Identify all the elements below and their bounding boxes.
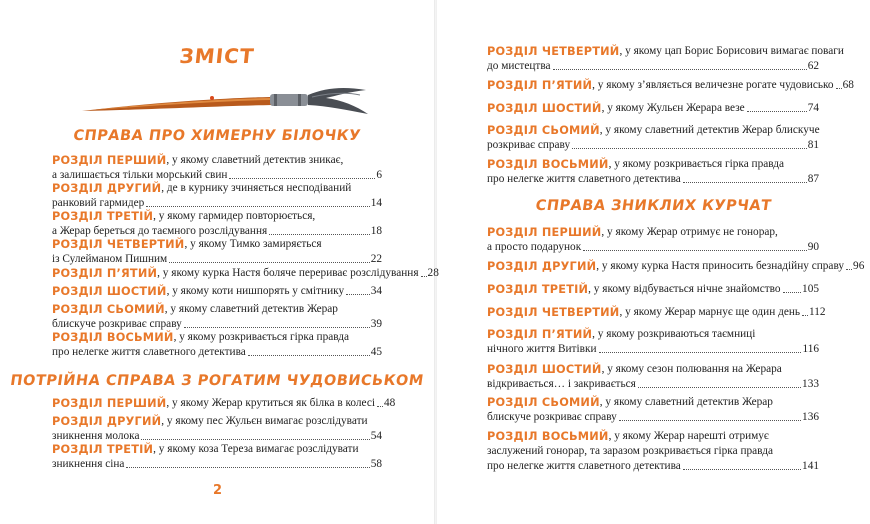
page-number-footer: 2 [213,483,223,498]
chapter-desc: , у якому гармидер повторюється, [153,210,316,222]
chapter-label: РОЗДІЛ ДРУГИЙ [52,182,162,195]
chapter-desc: , у якому сезон полювання на Жерара [601,363,782,375]
page-number: 62 [807,60,819,72]
chapter-desc: , у якому цап Борис Борисович вимагає поваги [619,45,844,57]
chapter-desc-cont: відкривається… і закривається [487,378,636,390]
chapter-label: РОЗДІЛ П’ЯТИЙ [487,328,593,341]
chapter-desc: , у якому Жерар нарешті отримує [608,430,769,442]
page-number: 22 [370,253,382,265]
toc-entry[interactable] [487,225,819,255]
chapter-desc-cont: а залишається тільки морський свин [52,169,228,181]
chapter-desc: , у якому Жульєн Жерара везе [601,102,745,114]
toc-entry[interactable] [487,101,819,116]
page-number: 90 [807,241,819,253]
chapter-label: РОЗДІЛ ДРУГИЙ [52,415,162,428]
chapter-label: РОЗДІЛ ТРЕТІЙ [52,210,154,223]
page-number: 112 [809,306,826,318]
chapter-desc-cont: ранковий гармидер [52,197,145,209]
chapter-desc-cont: про нелегке життя славетного детектива [487,460,681,472]
page-number: 96 [853,260,865,272]
toc-entry[interactable] [52,181,382,211]
toc-entry[interactable] [487,44,844,74]
chapter-desc: , у якому розкривається гірка правда [608,158,785,170]
chapter-desc: , у якому Жерар отримує не гонорар, [601,226,778,238]
page-number: 68 [842,79,854,91]
toc-entry[interactable] [487,157,819,187]
page-number: 34 [370,285,382,297]
chapter-label: РОЗДІЛ СЬОМИЙ [487,396,600,409]
chapter-desc: , у якому коти нишпорять у смітнику [166,285,345,297]
contents-title: ЗМІСТ [178,44,256,68]
chapter-label: РОЗДІЛ ЧЕТВЕРТИЙ [487,306,620,319]
page-number: 87 [807,173,819,185]
chapter-label: РОЗДІЛ ВОСЬМИЙ [487,430,609,443]
chapter-label: РОЗДІЛ ВОСЬМИЙ [487,158,609,171]
toc-entry[interactable] [52,237,382,267]
chapter-desc-cont: зникнення сіна [52,458,125,470]
page-number: 105 [802,283,819,295]
chapter-desc: , у якому славетний детектив зникає, [166,154,344,166]
chapter-desc: , у якому славетний детектив Жерар [599,396,773,408]
page-number: 18 [370,225,382,237]
chapter-label: РОЗДІЛ ПЕРШИЙ [487,226,602,239]
chapter-desc-cont: про нелегке життя славетного детектива [52,346,246,358]
chapter-label: РОЗДІЛ ШОСТИЙ [487,363,602,376]
chapter-desc: , у якому Жерар марнує ще один день [619,306,801,318]
chapter-desc: , у якому відбувається нічне знайомство [588,283,781,295]
chapter-desc-cont: із Сулейманом Пишним [52,253,168,265]
toc-entry[interactable] [487,429,819,474]
page-number: 74 [807,102,819,114]
chapter-label: РОЗДІЛ ШОСТИЙ [487,102,602,115]
page-number: 45 [370,346,382,358]
chapter-desc: , у якому пес Жульєн вимагає розслідувати [161,415,368,427]
toc-entry[interactable] [487,259,865,274]
page-number: 58 [370,458,382,470]
toc-entry[interactable] [52,442,382,472]
book-spine [434,0,437,524]
chapter-desc-cont: а просто подарунок [487,241,582,253]
toc-entry[interactable] [487,327,819,357]
chapter-desc: , у якому славетний детектив Жерар [164,303,338,315]
chapter-label: РОЗДІЛ ШОСТИЙ [52,285,167,298]
toc-entry[interactable] [487,282,819,297]
chapter-desc: , у якому Тимко замиряється [184,238,322,250]
toc-entry[interactable] [487,305,826,320]
toc-entry[interactable] [52,266,439,281]
chapter-desc: , у якому курка Настя приносить безнадійну справу [596,260,845,272]
chapter-label: РОЗДІЛ ТРЕТІЙ [52,443,154,456]
page-number: 39 [370,318,382,330]
section-title: ПОТРІЙНА СПРАВА З РОГАТИМ ЧУДОВИСЬКОМ [9,373,425,389]
page-number: 141 [802,460,819,472]
chapter-label: РОЗДІЛ П’ЯТИЙ [487,79,593,92]
chapter-label: РОЗДІЛ ТРЕТІЙ [487,283,589,296]
toc-entry[interactable] [487,123,819,153]
page-number: 136 [802,411,819,423]
page-number: 6 [376,169,382,181]
chapter-desc: , де в курнику зчиняється несподіваний [161,182,352,194]
chapter-desc-cont: а Жерар береться до таємного розслідування [52,225,268,237]
chapter-label: РОЗДІЛ СЬОМИЙ [52,303,165,316]
page-number: 116 [802,343,819,355]
chapter-label: РОЗДІЛ ДРУГИЙ [487,260,597,273]
chapter-desc: , у якому розкривається гірка правда [173,331,350,343]
toc-entry[interactable] [52,302,382,332]
chapter-desc-cont: до мистецтва [487,60,551,72]
chapter-desc-cont: розкриває справу [487,139,571,151]
chapter-label: РОЗДІЛ ЧЕТВЕРТИЙ [487,45,620,58]
chapter-label: РОЗДІЛ СЬОМИЙ [487,124,600,137]
page-number: 81 [807,139,819,151]
toc-entry[interactable] [487,362,819,392]
chapter-desc: , у якому розкриваються таємниці [592,328,756,340]
toc-entry[interactable] [52,396,396,411]
toc-entry[interactable] [52,153,382,183]
chapter-desc-cont: блискуче розкриває справу [487,411,617,423]
chapter-desc-cont: зникнення молока [52,430,140,442]
toc-entry[interactable] [52,284,382,299]
toc-entry[interactable] [52,209,382,239]
chapter-desc-cont: про нелегке життя славетного детектива [487,173,681,185]
page-number: 133 [802,378,819,390]
chapter-label: РОЗДІЛ П’ЯТИЙ [52,267,158,280]
page-number: 14 [370,197,382,209]
toc-entry[interactable] [52,330,382,360]
toc-entry[interactable] [487,395,819,425]
chapter-desc: , у якому курка Настя боляче перериває розслідування [157,267,419,279]
section-title: СПРАВА ЗНИКЛИХ КУРЧАТ [534,198,773,214]
chapter-desc: , у якому коза Тереза вимагає розслідувати [153,443,359,455]
chapter-desc: , у якому славетний детектив Жерар блискуче [599,124,820,136]
page-number: 48 [383,397,396,409]
chapter-desc: , у якому з’являється величезне рогате чудовисько [592,79,834,91]
paintbrush-illustration [80,84,370,124]
toc-entry[interactable] [487,78,854,93]
chapter-label: РОЗДІЛ ПЕРШИЙ [52,397,167,410]
chapter-label: РОЗДІЛ ВОСЬМИЙ [52,331,174,344]
chapter-label: РОЗДІЛ ПЕРШИЙ [52,154,167,167]
page-number: 28 [427,267,439,279]
chapter-desc-cont: заслужений гонорар, та заразом розкривається гірка правда [487,445,773,457]
chapter-desc-cont: нічного життя Витівки [487,343,597,355]
chapter-label: РОЗДІЛ ЧЕТВЕРТИЙ [52,238,185,251]
section-title: СПРАВА ПРО ХИМЕРНУ БІЛОЧКУ [72,128,362,144]
chapter-desc-cont: блискуче розкриває справу [52,318,182,330]
toc-entry[interactable] [52,414,382,444]
page-number: 54 [370,430,382,442]
chapter-desc: , у якому Жерар крутиться як білка в колесі [166,397,375,409]
